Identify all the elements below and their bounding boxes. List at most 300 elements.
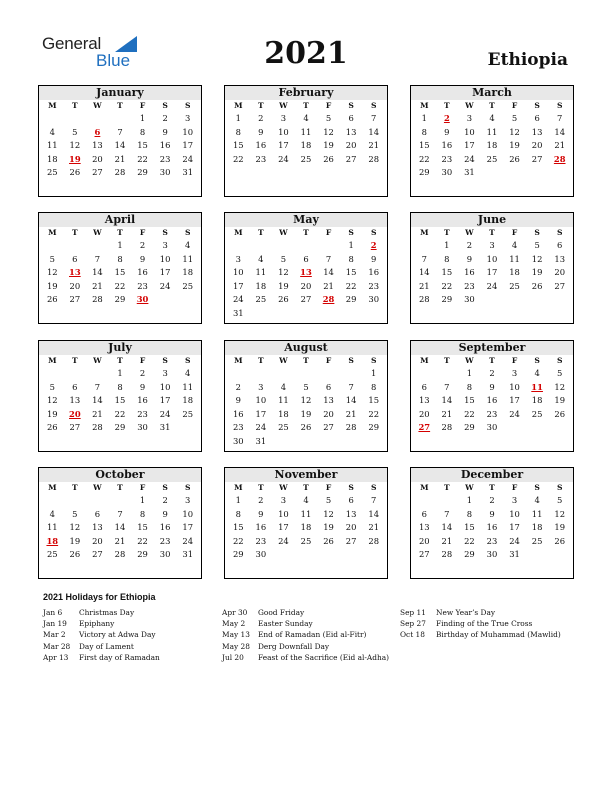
day-cell: 12 xyxy=(323,508,334,519)
weekday-header: T xyxy=(258,356,264,365)
day-cell: 15 xyxy=(232,140,244,151)
day-cell: 14 xyxy=(368,508,380,519)
day-cell: 22 xyxy=(137,153,148,164)
holiday-row xyxy=(43,629,160,640)
day-cell: 28 xyxy=(441,422,453,433)
day-cell: 4 xyxy=(303,113,309,123)
day-cell: 5 xyxy=(557,368,563,378)
day-cell: 25 xyxy=(300,535,312,546)
weekday-header: F xyxy=(511,101,518,110)
holiday-day-cell: 13 xyxy=(300,267,312,278)
month-days-grid xyxy=(39,482,201,562)
day-cell: 7 xyxy=(117,508,123,519)
day-cell: 29 xyxy=(114,422,126,433)
day-cell: 18 xyxy=(300,522,312,533)
weekday-header: T xyxy=(303,228,309,237)
day-cell: 10 xyxy=(159,253,171,264)
country-name: Ethiopia xyxy=(487,50,568,70)
day-cell: 14 xyxy=(441,395,453,406)
day-cell: 17 xyxy=(232,280,244,291)
day-cell: 15 xyxy=(441,267,453,278)
weekday-header: T xyxy=(72,228,78,237)
weekday-header: F xyxy=(511,483,518,492)
month-days-grid xyxy=(39,227,201,307)
day-cell: 2 xyxy=(162,495,168,505)
day-cell: 10 xyxy=(509,381,520,392)
day-cell: 2 xyxy=(489,368,495,378)
holiday-date: Sep 27 xyxy=(400,619,426,629)
weekday-header: F xyxy=(325,483,332,492)
day-cell: 28 xyxy=(114,549,126,560)
day-cell: 29 xyxy=(345,294,357,305)
month-title: September xyxy=(411,341,573,355)
day-cell: 19 xyxy=(323,140,334,151)
day-cell: 9 xyxy=(139,253,146,264)
day-cell: 3 xyxy=(280,495,287,505)
holiday-row xyxy=(43,652,160,663)
month-title: October xyxy=(39,468,201,482)
day-cell: 13 xyxy=(92,522,103,533)
holiday-name: First day of Ramadan xyxy=(79,652,160,662)
day-cell: 24 xyxy=(278,153,289,164)
weekday-header: F xyxy=(325,356,332,365)
empty-day-cell xyxy=(295,239,318,253)
day-cell: 12 xyxy=(278,267,289,278)
day-cell: 22 xyxy=(232,153,244,164)
day-cell: 23 xyxy=(255,535,267,546)
day-cell: 17 xyxy=(509,522,520,533)
day-cell: 17 xyxy=(278,140,289,151)
day-cell: 7 xyxy=(444,508,450,519)
day-cell: 8 xyxy=(421,126,427,137)
empty-day-cell xyxy=(64,239,87,253)
weekday-header: W xyxy=(465,356,474,365)
empty-day-cell xyxy=(86,112,109,126)
month-october xyxy=(38,467,202,579)
month-days-grid xyxy=(225,355,387,449)
empty-day-cell xyxy=(436,494,459,508)
day-cell: 29 xyxy=(464,549,475,560)
empty-day-cell xyxy=(340,367,363,381)
day-cell: 31 xyxy=(159,422,171,433)
day-cell: 14 xyxy=(345,395,357,406)
holiday-column xyxy=(43,607,160,663)
weekday-header: S xyxy=(370,483,377,492)
empty-day-cell xyxy=(413,367,436,381)
holiday-name: Christmas Day xyxy=(79,608,135,617)
day-cell: 2 xyxy=(258,113,264,123)
day-cell: 18 xyxy=(46,153,58,164)
weekday-header: T xyxy=(117,101,123,110)
weekday-header: F xyxy=(139,101,146,110)
month-may xyxy=(224,212,388,324)
day-cell: 9 xyxy=(489,381,495,392)
day-cell: 7 xyxy=(117,126,123,137)
day-cell: 18 xyxy=(509,267,520,278)
holiday-name: Derg Downfall Day xyxy=(258,641,330,651)
holiday-name: Good Friday xyxy=(258,608,305,617)
day-cell: 18 xyxy=(531,522,543,533)
day-cell: 21 xyxy=(368,522,380,533)
day-cell: 16 xyxy=(232,408,244,419)
day-cell: 1 xyxy=(117,240,123,250)
weekday-header: S xyxy=(556,228,563,237)
day-cell: 10 xyxy=(255,395,267,406)
day-cell: 29 xyxy=(464,422,475,433)
day-cell: 27 xyxy=(69,294,81,305)
month-title: February xyxy=(225,86,387,100)
day-cell: 12 xyxy=(323,126,334,137)
holiday-date: May 13 xyxy=(222,630,250,640)
weekday-header: S xyxy=(162,228,168,237)
day-cell: 22 xyxy=(418,153,430,164)
logo-word-general: General xyxy=(42,34,102,53)
day-cell: 5 xyxy=(303,381,309,392)
holiday-date: Mar 28 xyxy=(43,641,71,651)
day-cell: 29 xyxy=(137,549,148,560)
empty-day-cell xyxy=(109,494,132,508)
day-cell: 22 xyxy=(345,280,357,291)
weekday-header: T xyxy=(258,101,264,110)
holiday-day-cell: 11 xyxy=(531,381,543,392)
day-cell: 20 xyxy=(323,408,334,419)
day-cell: 27 xyxy=(554,280,566,291)
day-cell: 17 xyxy=(486,267,498,278)
day-cell: 11 xyxy=(255,267,267,278)
day-cell: 24 xyxy=(464,153,475,164)
day-cell: 27 xyxy=(323,422,334,433)
weekday-header: S xyxy=(348,101,354,110)
holiday-day-cell: 28 xyxy=(322,294,335,305)
day-cell: 29 xyxy=(232,549,244,560)
day-cell: 22 xyxy=(114,280,126,291)
weekday-header: S xyxy=(370,356,377,365)
day-cell: 19 xyxy=(278,280,289,291)
weekday-header: F xyxy=(511,356,518,365)
day-cell: 11 xyxy=(182,381,194,392)
weekday-header: T xyxy=(303,483,309,492)
day-cell: 8 xyxy=(235,508,241,519)
day-cell: 11 xyxy=(509,253,520,264)
month-march xyxy=(410,85,574,197)
day-cell: 21 xyxy=(114,153,126,164)
day-cell: 1 xyxy=(466,495,473,505)
day-cell: 7 xyxy=(421,253,427,264)
day-cell: 19 xyxy=(46,280,58,291)
day-cell: 6 xyxy=(94,508,101,519)
day-cell: 30 xyxy=(159,549,171,560)
holiday-day-cell: 2 xyxy=(370,240,377,250)
weekday-header: M xyxy=(420,356,429,365)
day-cell: 18 xyxy=(182,395,194,406)
day-cell: 31 xyxy=(464,167,475,178)
day-cell: 8 xyxy=(139,508,146,519)
weekday-header: S xyxy=(184,101,191,110)
day-cell: 24 xyxy=(509,535,520,546)
day-cell: 19 xyxy=(554,522,566,533)
weekday-header: M xyxy=(48,483,57,492)
weekday-header: W xyxy=(93,356,102,365)
day-cell: 30 xyxy=(441,167,453,178)
day-cell: 18 xyxy=(278,408,289,419)
day-cell: 4 xyxy=(49,126,55,137)
day-cell: 6 xyxy=(325,381,332,392)
day-cell: 4 xyxy=(185,368,191,378)
day-cell: 23 xyxy=(159,535,171,546)
day-cell: 19 xyxy=(554,395,566,406)
empty-day-cell xyxy=(250,239,273,253)
day-cell: 24 xyxy=(159,408,171,419)
holiday-date: Jul 20 xyxy=(222,652,244,662)
day-cell: 5 xyxy=(49,381,55,392)
day-cell: 30 xyxy=(137,422,148,433)
day-cell: 28 xyxy=(368,535,380,546)
holiday-day-cell: 2 xyxy=(443,113,450,123)
weekday-header: S xyxy=(348,483,354,492)
day-cell: 24 xyxy=(278,535,289,546)
day-cell: 13 xyxy=(345,508,357,519)
weekday-header: T xyxy=(258,483,264,492)
weekday-header: S xyxy=(184,483,191,492)
day-cell: 25 xyxy=(300,153,312,164)
day-cell: 24 xyxy=(486,280,498,291)
day-cell: 4 xyxy=(534,368,540,378)
weekday-header: S xyxy=(162,356,168,365)
day-cell: 4 xyxy=(49,508,55,519)
day-cell: 14 xyxy=(554,126,566,137)
holiday-name: Easter Sunday xyxy=(258,619,313,629)
day-cell: 23 xyxy=(159,153,171,164)
month-title: November xyxy=(225,468,387,482)
day-cell: 8 xyxy=(348,253,354,264)
day-cell: 12 xyxy=(531,253,543,264)
day-cell: 1 xyxy=(348,240,354,250)
holiday-date: Jan 6 xyxy=(43,608,63,617)
day-cell: 21 xyxy=(323,280,334,291)
day-cell: 26 xyxy=(46,294,58,305)
day-cell: 28 xyxy=(441,549,453,560)
weekday-header: M xyxy=(48,356,57,365)
weekday-header: S xyxy=(534,483,540,492)
holiday-name: Finding of the True Cross xyxy=(436,619,533,629)
day-cell: 5 xyxy=(534,240,540,250)
month-title: July xyxy=(39,341,201,355)
day-cell: 20 xyxy=(554,267,566,278)
day-cell: 26 xyxy=(323,535,334,546)
month-title: December xyxy=(411,468,573,482)
day-cell: 22 xyxy=(114,408,126,419)
weekday-header: T xyxy=(72,483,78,492)
holiday-day-cell: 13 xyxy=(69,267,81,278)
empty-day-cell xyxy=(317,367,340,381)
day-cell: 1 xyxy=(117,368,123,378)
day-cell: 26 xyxy=(69,549,81,560)
day-cell: 20 xyxy=(418,408,430,419)
day-cell: 1 xyxy=(371,368,377,378)
day-cell: 30 xyxy=(486,422,498,433)
weekday-header: T xyxy=(444,356,450,365)
day-cell: 28 xyxy=(92,294,103,305)
empty-day-cell xyxy=(413,494,436,508)
day-cell: 18 xyxy=(255,280,267,291)
day-cell: 23 xyxy=(464,280,475,291)
day-cell: 29 xyxy=(114,294,126,305)
day-cell: 9 xyxy=(371,253,377,264)
day-cell: 23 xyxy=(368,280,380,291)
day-cell: 17 xyxy=(159,395,171,406)
day-cell: 21 xyxy=(441,408,453,419)
day-cell: 7 xyxy=(94,381,101,392)
day-cell: 24 xyxy=(509,408,520,419)
month-title: August xyxy=(225,341,387,355)
day-cell: 9 xyxy=(466,253,473,264)
holidays-heading: 2021 Holidays for Ethiopia xyxy=(43,592,156,602)
month-days-grid xyxy=(225,100,387,166)
day-cell: 20 xyxy=(92,535,103,546)
day-cell: 30 xyxy=(232,435,244,446)
day-cell: 3 xyxy=(185,113,191,123)
day-cell: 3 xyxy=(258,381,264,392)
day-cell: 13 xyxy=(92,140,103,151)
day-cell: 2 xyxy=(258,495,264,505)
day-cell: 8 xyxy=(371,381,377,392)
day-cell: 2 xyxy=(139,240,146,250)
day-cell: 7 xyxy=(371,495,377,505)
day-cell: 8 xyxy=(466,381,473,392)
empty-day-cell xyxy=(64,112,87,126)
day-cell: 9 xyxy=(139,381,146,392)
day-cell: 27 xyxy=(345,153,357,164)
day-cell: 10 xyxy=(278,126,289,137)
day-cell: 3 xyxy=(162,240,168,250)
month-july xyxy=(38,340,202,452)
weekday-header: S xyxy=(370,101,377,110)
day-cell: 4 xyxy=(258,253,264,264)
day-cell: 22 xyxy=(441,280,453,291)
day-cell: 17 xyxy=(255,408,267,419)
weekday-header: S xyxy=(348,228,354,237)
weekday-header: T xyxy=(117,483,123,492)
day-cell: 16 xyxy=(137,267,148,278)
day-cell: 27 xyxy=(92,167,103,178)
day-cell: 7 xyxy=(371,113,377,123)
day-cell: 12 xyxy=(69,522,81,533)
holiday-row xyxy=(43,641,160,652)
day-cell: 9 xyxy=(258,126,264,137)
month-title: April xyxy=(39,213,201,227)
day-cell: 15 xyxy=(464,395,475,406)
day-cell: 3 xyxy=(235,253,241,264)
holiday-column xyxy=(400,607,561,641)
day-cell: 6 xyxy=(557,240,563,250)
empty-day-cell xyxy=(41,494,64,508)
day-cell: 9 xyxy=(162,508,168,519)
day-cell: 30 xyxy=(486,549,498,560)
day-cell: 16 xyxy=(486,395,498,406)
empty-day-cell xyxy=(41,239,64,253)
day-cell: 3 xyxy=(511,495,518,505)
day-cell: 28 xyxy=(418,294,430,305)
day-cell: 4 xyxy=(534,495,540,505)
day-cell: 31 xyxy=(232,307,244,318)
empty-day-cell xyxy=(272,239,295,253)
month-february xyxy=(224,85,388,197)
day-cell: 23 xyxy=(441,153,453,164)
day-cell: 24 xyxy=(232,294,244,305)
month-september xyxy=(410,340,574,452)
day-cell: 25 xyxy=(531,535,543,546)
day-cell: 22 xyxy=(464,408,475,419)
day-cell: 20 xyxy=(300,280,312,291)
holiday-day-cell: 30 xyxy=(136,294,149,305)
day-cell: 9 xyxy=(258,508,264,519)
weekday-header: F xyxy=(325,101,332,110)
day-cell: 11 xyxy=(300,126,312,137)
weekday-header: T xyxy=(303,356,309,365)
day-cell: 11 xyxy=(278,395,289,406)
day-cell: 22 xyxy=(137,535,148,546)
empty-day-cell xyxy=(41,367,64,381)
holiday-name: Epiphany xyxy=(79,619,115,629)
day-cell: 10 xyxy=(278,508,289,519)
day-cell: 24 xyxy=(159,280,171,291)
day-cell: 28 xyxy=(345,422,357,433)
weekday-header: W xyxy=(279,101,288,110)
day-cell: 15 xyxy=(114,395,126,406)
day-cell: 13 xyxy=(418,522,430,533)
day-cell: 8 xyxy=(466,508,473,519)
day-cell: 21 xyxy=(92,408,103,419)
day-cell: 8 xyxy=(117,253,123,264)
empty-day-cell xyxy=(250,367,273,381)
holiday-row xyxy=(222,618,389,629)
day-cell: 21 xyxy=(114,535,126,546)
day-cell: 18 xyxy=(486,140,498,151)
weekday-header: M xyxy=(48,228,57,237)
day-cell: 6 xyxy=(534,113,540,123)
day-cell: 10 xyxy=(182,508,194,519)
day-cell: 25 xyxy=(255,294,267,305)
day-cell: 14 xyxy=(323,267,334,278)
month-days-grid xyxy=(39,100,201,180)
day-cell: 3 xyxy=(162,368,168,378)
empty-day-cell xyxy=(86,494,109,508)
day-cell: 17 xyxy=(509,395,520,406)
weekday-header: W xyxy=(93,483,102,492)
day-cell: 17 xyxy=(464,140,475,151)
weekday-header: T xyxy=(117,356,123,365)
day-cell: 7 xyxy=(348,381,354,392)
day-cell: 5 xyxy=(280,253,287,264)
weekday-header: W xyxy=(279,356,288,365)
month-january xyxy=(38,85,202,197)
day-cell: 10 xyxy=(486,253,498,264)
weekday-header: S xyxy=(556,483,563,492)
empty-day-cell xyxy=(413,239,436,253)
day-cell: 17 xyxy=(278,522,289,533)
holiday-name: Day of Lament xyxy=(79,641,134,651)
month-november xyxy=(224,467,388,579)
day-cell: 20 xyxy=(69,280,81,291)
holiday-row xyxy=(222,641,389,652)
day-cell: 11 xyxy=(300,508,312,519)
day-cell: 17 xyxy=(182,140,194,151)
weekday-header: S xyxy=(162,483,168,492)
holiday-row xyxy=(222,652,389,663)
holiday-row xyxy=(43,607,160,618)
weekday-header: S xyxy=(348,356,354,365)
day-cell: 29 xyxy=(418,167,430,178)
